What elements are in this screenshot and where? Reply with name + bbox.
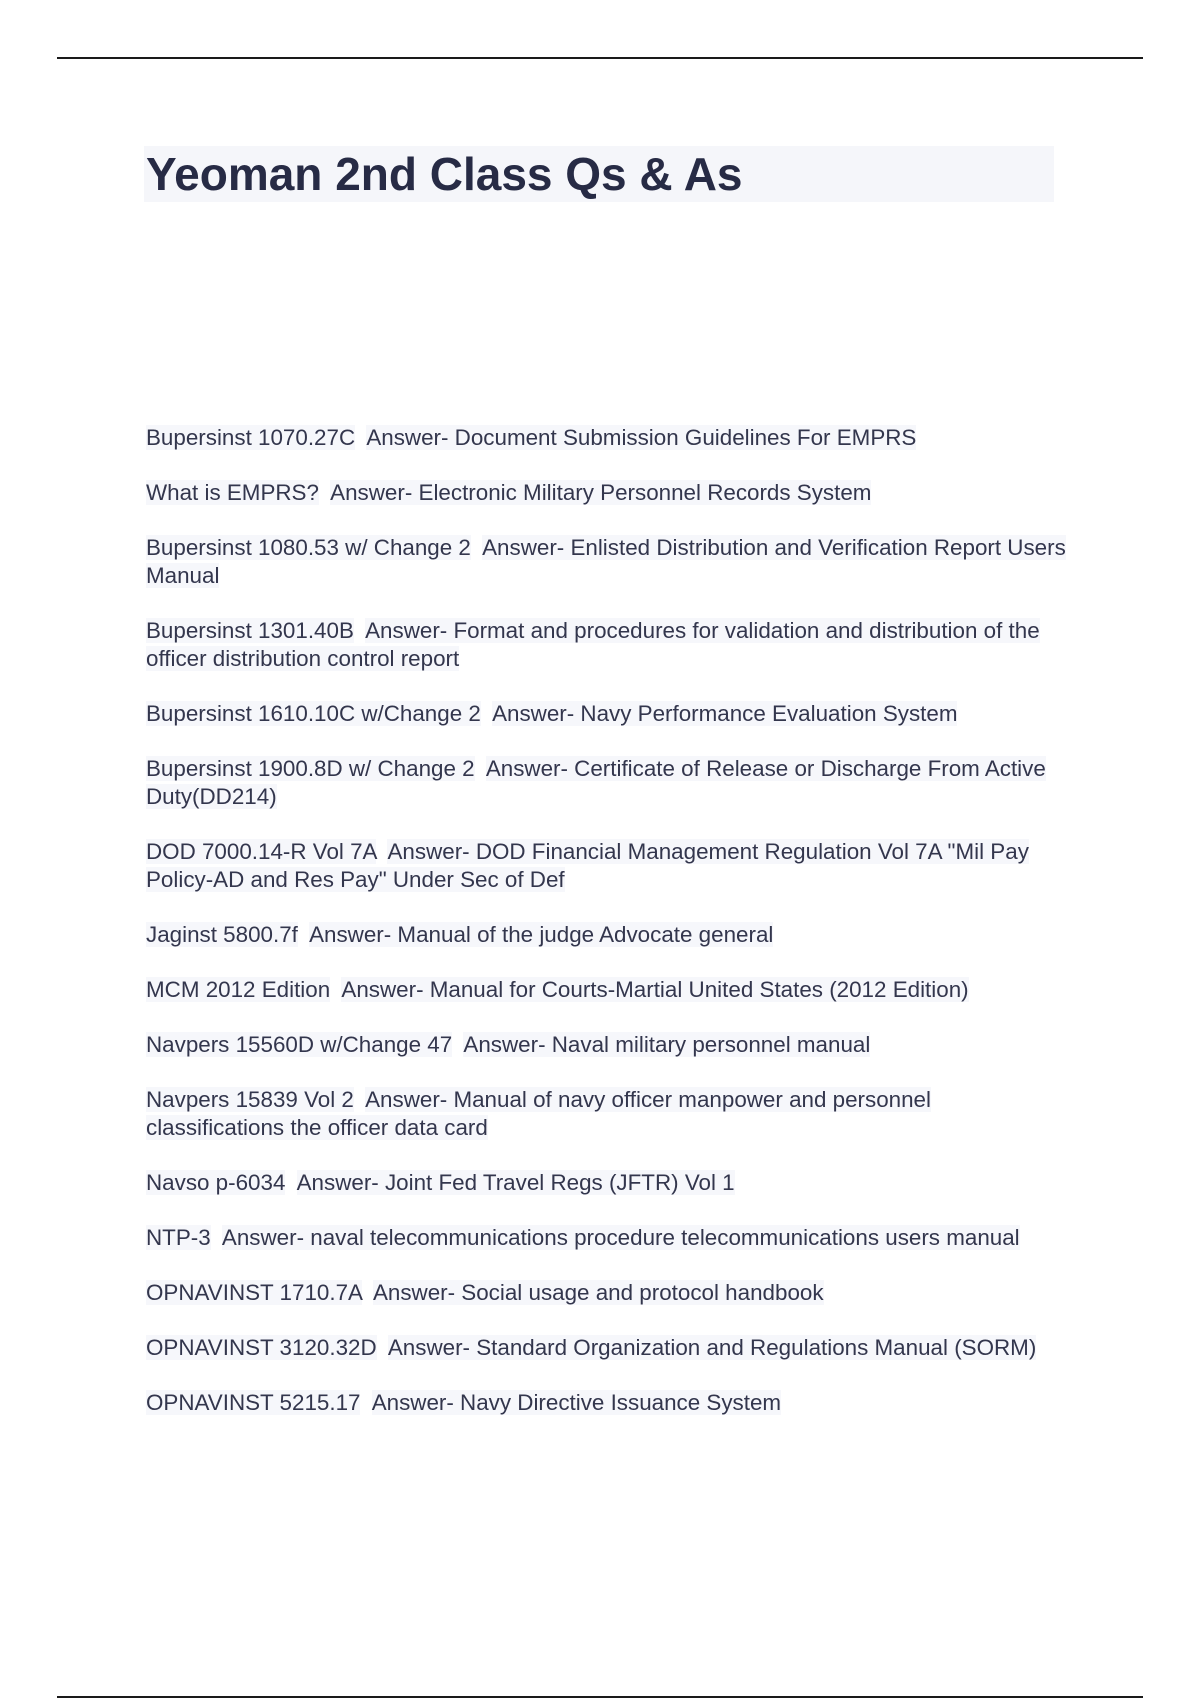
question-text: Navso p-6034 — [146, 1170, 286, 1195]
answer-separator — [355, 425, 366, 450]
question-text: OPNAVINST 1710.7A — [146, 1280, 362, 1305]
question-text: What is EMPRS? — [146, 480, 319, 505]
answer-separator — [330, 977, 341, 1002]
answer-text: Answer- naval telecommunications procedure telecommunications users manual — [221, 1225, 1020, 1250]
qa-item — [146, 479, 1066, 507]
qa-item — [146, 617, 1066, 673]
qa-list — [146, 424, 1066, 1444]
qa-item — [146, 1169, 1066, 1197]
answer-text: Answer- Electronic Military Personnel Records System — [330, 480, 872, 505]
answer-separator — [471, 535, 482, 560]
qa-item — [146, 1279, 1066, 1307]
answer-text: Answer- Format and procedures for validation and distribution of the officer distribution control report — [146, 618, 1040, 671]
qa-item — [146, 1031, 1066, 1059]
qa-item — [146, 838, 1066, 894]
qa-item — [146, 976, 1066, 1004]
question-text: Bupersinst 1900.8D w/ Change 2 — [146, 756, 475, 781]
answer-separator — [285, 1170, 296, 1195]
answer-separator — [481, 701, 492, 726]
qa-item — [146, 1086, 1066, 1142]
qa-item — [146, 1334, 1066, 1362]
answer-text: Answer- Navy Performance Evaluation System — [492, 701, 958, 726]
answer-text: Answer- Naval military personnel manual — [463, 1032, 871, 1057]
question-text: DOD 7000.14-R Vol 7A — [146, 839, 377, 864]
question-text: NTP-3 — [146, 1225, 211, 1250]
question-text: OPNAVINST 3120.32D — [146, 1335, 377, 1360]
answer-text: Answer- DOD Financial Management Regulation Vol 7A "Mil Pay Policy-AD and Res Pay" Under Sec of Def — [146, 839, 1029, 892]
question-text: Bupersinst 1610.10C w/Change 2 — [146, 701, 481, 726]
top-divider — [57, 57, 1143, 59]
question-text: Navpers 15839 Vol 2 — [146, 1087, 354, 1112]
question-text: Bupersinst 1301.40B — [146, 618, 354, 643]
answer-separator — [298, 922, 309, 947]
qa-item — [146, 700, 1066, 728]
qa-item — [146, 534, 1066, 590]
qa-item — [146, 1389, 1066, 1417]
bottom-divider — [57, 1696, 1143, 1698]
qa-item — [146, 424, 1066, 452]
answer-separator — [354, 1087, 365, 1112]
qa-item — [146, 921, 1066, 949]
answer-separator — [362, 1280, 373, 1305]
answer-separator — [319, 480, 330, 505]
answer-text: Answer- Joint Fed Travel Regs (JFTR) Vol 1 — [296, 1170, 735, 1195]
answer-separator — [452, 1032, 463, 1057]
page-title: Yeoman 2nd Class Qs & As — [146, 148, 743, 200]
question-text: Bupersinst 1080.53 w/ Change 2 — [146, 535, 471, 560]
question-text: MCM 2012 Edition — [146, 977, 331, 1002]
answer-text: Answer- Document Submission Guidelines For EMPRS — [366, 425, 917, 450]
qa-item — [146, 755, 1066, 811]
answer-text: Answer- Enlisted Distribution and Verification Report Users Manual — [146, 535, 1066, 588]
answer-separator — [211, 1225, 222, 1250]
answer-separator — [377, 1335, 388, 1360]
answer-separator — [354, 618, 365, 643]
answer-text: Answer- Manual of navy officer manpower and personnel classifications the officer data card — [146, 1087, 931, 1140]
answer-separator — [475, 756, 486, 781]
answer-separator — [360, 1390, 371, 1415]
answer-text: Answer- Certificate of Release or Discharge From Active Duty(DD214) — [146, 756, 1046, 809]
question-text: OPNAVINST 5215.17 — [146, 1390, 361, 1415]
answer-text: Answer- Manual for Courts-Martial United States (2012 Edition) — [341, 977, 969, 1002]
answer-text: Answer- Standard Organization and Regulations Manual (SORM) — [387, 1335, 1037, 1360]
answer-text: Answer- Social usage and protocol handbook — [372, 1280, 824, 1305]
answer-separator — [376, 839, 387, 864]
answer-text: Answer- Manual of the judge Advocate general — [309, 922, 774, 947]
answer-text: Answer- Navy Directive Issuance System — [371, 1390, 782, 1415]
qa-item — [146, 1224, 1066, 1252]
question-text: Jaginst 5800.7f — [146, 922, 298, 947]
question-text: Navpers 15560D w/Change 47 — [146, 1032, 453, 1057]
question-text: Bupersinst 1070.27C — [146, 425, 356, 450]
